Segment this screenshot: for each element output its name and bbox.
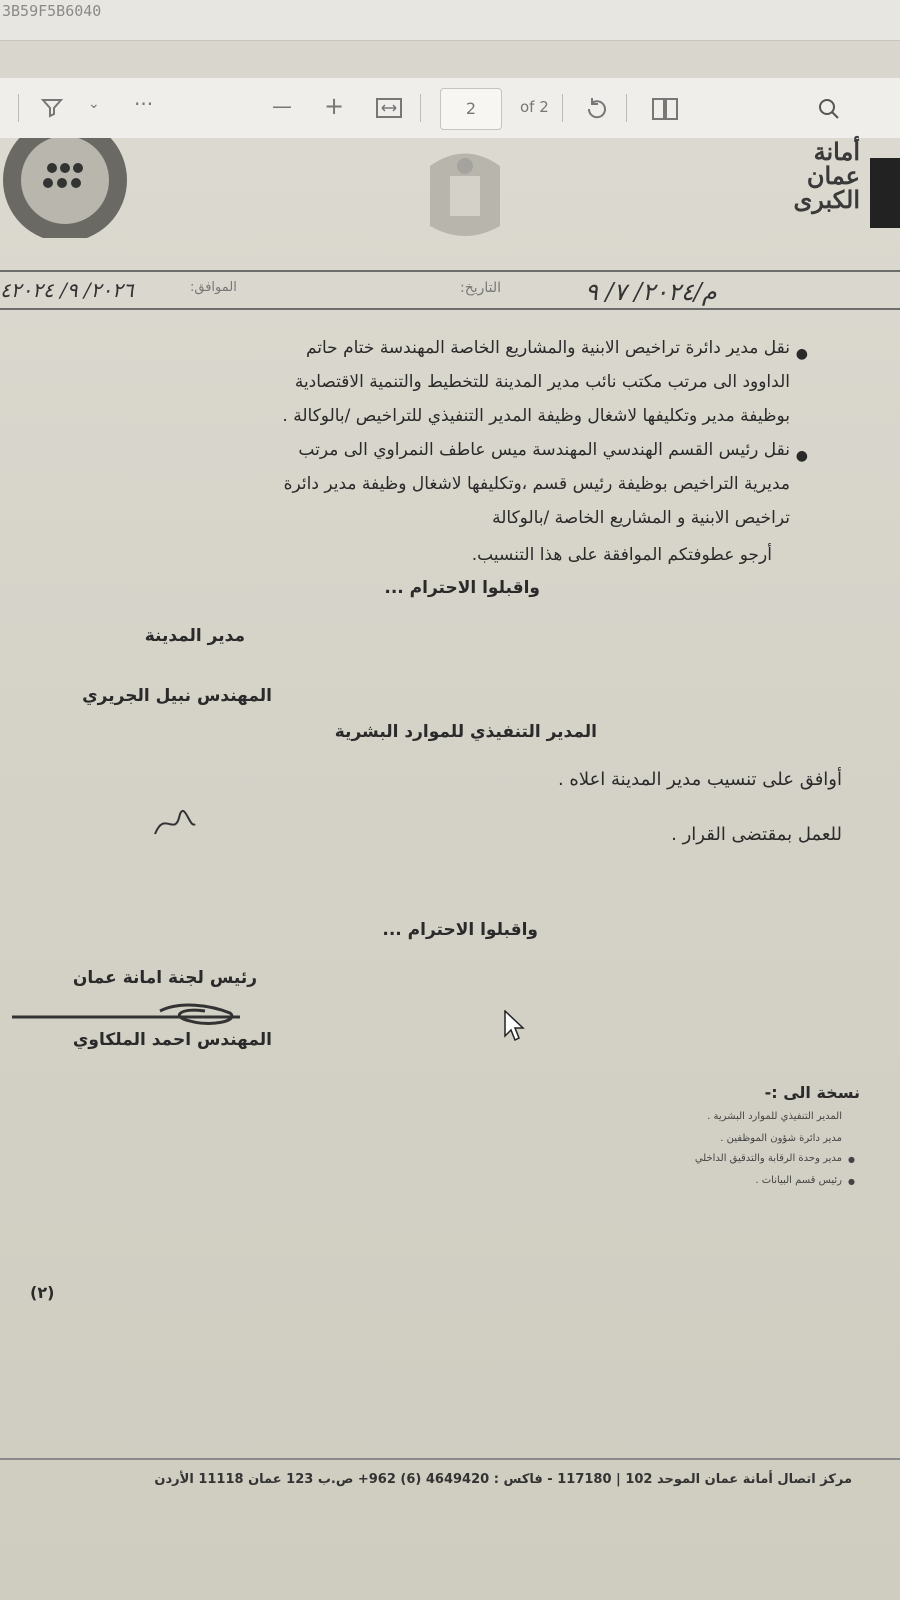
org-name-line2: عمان [806, 161, 860, 190]
bullet-dot: ● [848, 1177, 855, 1186]
bullet-dot: ● [795, 346, 808, 362]
regards-line-2: واقبلوا الاحترام ... [382, 920, 538, 940]
fit-page-icon[interactable] [376, 98, 402, 118]
bullet2-line3: تراخيص الابنية و المشاريع الخاصة /بالوكالة [492, 508, 790, 528]
bullet1-line2: الداوود الى مرتب مكتب نائب مدير المدينة للتخطيط والتنمية الاقتصادية [294, 372, 790, 392]
ref-label: الموافق: [190, 280, 237, 295]
bullet-dot: ● [848, 1155, 855, 1164]
search-icon[interactable] [818, 98, 840, 120]
city-manager-title: مدير المدينة [144, 626, 245, 646]
reference-line [0, 270, 900, 310]
hr-exec-title: المدير التنفيذي للموارد البشرية [334, 722, 597, 742]
cc-item: المدير التنفيذي للموارد البشرية . [707, 1111, 842, 1122]
page-number-input[interactable]: 2 [440, 88, 502, 130]
handwritten-ref: ٢٠٢٦/ ٩/ ٤٢٠٢٤ [0, 278, 134, 302]
rotate-icon[interactable] [584, 96, 610, 122]
more-icon[interactable]: ··· [134, 92, 154, 116]
chevron-down-icon[interactable]: ⌄ [88, 96, 100, 112]
page-total-label: of 2 [520, 98, 549, 116]
royal-crest-icon [410, 146, 520, 246]
bullet2-line1: نقل رئيس القسم الهندسي المهندسة ميس عاطف النمراوي الى مرتب [298, 440, 790, 460]
bullet2-line2: مديرية التراخيص بوظيفة رئيس قسم ،وتكليفها لاشغال وظيفة مدير دائرة [283, 474, 790, 494]
cc-item: رئيس قسم البيانات . [755, 1175, 842, 1186]
filter-icon[interactable] [40, 96, 64, 120]
zoom-in-icon[interactable]: + [324, 92, 345, 120]
page-view-icon[interactable] [652, 98, 678, 120]
bullet1-line3: بوظيفة مدير وتكليفها لاشغال وظيفة المدير التنفيذي للتراخيص /بالوكالة . [282, 406, 790, 426]
org-name-line1: أمانة [813, 137, 860, 166]
toolbar-separator [626, 94, 627, 122]
request-line: أرجو عطوفتكم الموافقة على هذا التنسيب. [471, 545, 772, 565]
footer-contact: مركز اتصال أمانة عمان الموحد 102 | 117180 - فاكس : 4649420 (6) 962+ ص.ب 123 عمان 11118 الأردن [154, 1472, 852, 1487]
page-marker: (٢) [30, 1283, 55, 1302]
gam-logo [780, 138, 900, 243]
browser-tab-strip [0, 0, 900, 41]
toolbar-separator [18, 94, 19, 122]
toolbar-separator [562, 94, 563, 122]
cc-item: مدير وحدة الرقابة والتدقيق الداخلي [694, 1153, 842, 1164]
official-seal-icon [0, 138, 130, 238]
cc-item: مدير دائرة شؤون الموظفين . [720, 1133, 842, 1144]
letterhead [0, 138, 900, 278]
handwritten-date: م/٢٠٢٤/ ٧/ ٩ [585, 278, 717, 306]
footer-divider [0, 1458, 900, 1460]
city-manager-name: المهندس نبيل الجريري [82, 686, 272, 706]
cc-title: نسخة الى :- [764, 1083, 860, 1102]
pdf-page [0, 138, 900, 1600]
committee-title: رئيس لجنة امانة عمان [72, 968, 257, 988]
approval-line-2: للعمل بمقتضى القرار . [671, 824, 842, 845]
tab-id-label: 3B59F5B6040 [2, 2, 102, 20]
zoom-out-icon[interactable]: — [272, 94, 292, 118]
committee-name: المهندس احمد الملكاوي [72, 1030, 272, 1050]
toolbar-separator [420, 94, 421, 122]
org-name-line3: الكبرى [793, 185, 860, 214]
bullet1-line1: نقل مدير دائرة تراخيص الابنية والمشاريع الخاصة المهندسة ختام حاتم [305, 338, 790, 358]
approval-line-1: أوافق على تنسيب مدير المدينة اعلاه . [557, 769, 842, 790]
bullet-dot: ● [795, 448, 808, 464]
regards-line-1: واقبلوا الاحترام ... [384, 578, 540, 598]
mouse-cursor-icon [504, 1010, 526, 1042]
date-label: التاريخ: [460, 280, 502, 296]
signature-mark [10, 993, 270, 1033]
